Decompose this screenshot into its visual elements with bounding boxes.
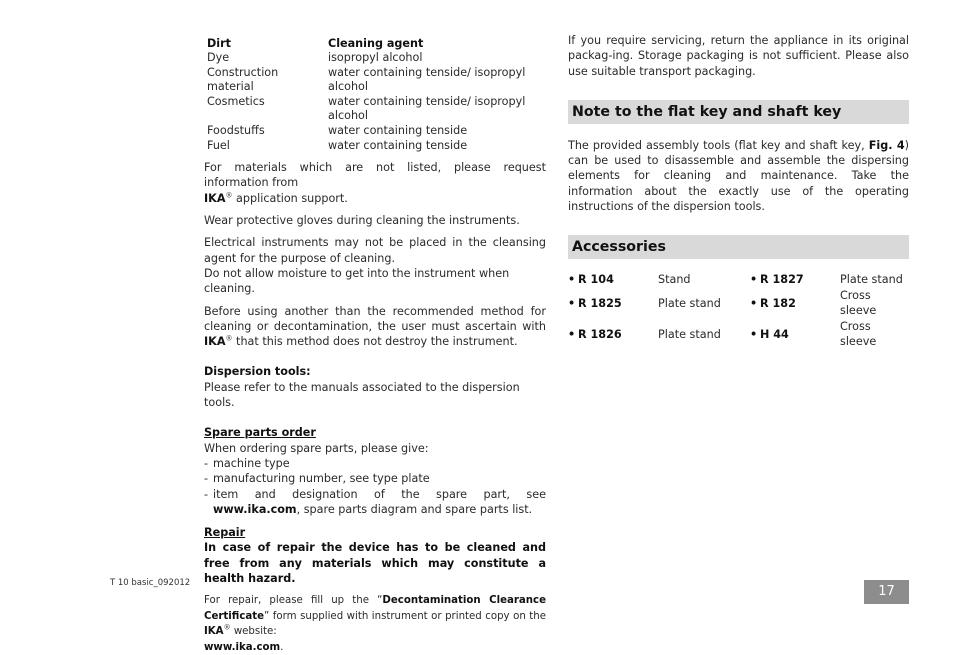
table-row [568, 272, 909, 288]
repair-instructions: For repair, please fill up the “Decontamination Clearance Certificate” form supplied with instrument or printed copy on the IKA® website: www.ika.com. [204, 595, 546, 653]
table-header-row [207, 36, 546, 51]
table-row [207, 124, 546, 139]
cleaning-agent-table [207, 36, 546, 153]
right-column [568, 33, 909, 350]
accessory-description: Plate stand [658, 296, 721, 310]
ika-website-link[interactable]: www.ika.com [213, 502, 297, 516]
header-dirt: Dirt [207, 37, 231, 50]
bullet-icon: • [568, 273, 576, 287]
accessory-description: Cross sleeve [840, 288, 877, 318]
repair-heading: Repair [204, 526, 246, 540]
ika-brand: IKA [204, 191, 226, 205]
table-row [568, 319, 909, 350]
agent-cell: isopropyl alcohol [328, 51, 423, 64]
unlisted-materials-note: For materials which are not listed, please request information from IKA® application support. [204, 161, 546, 205]
dispersion-tools-heading: Dispersion tools: [204, 365, 311, 379]
dirt-cell: Dye [207, 51, 230, 64]
bullet-icon: • [750, 296, 758, 310]
ika-brand: IKA [204, 335, 226, 349]
accessory-description: Cross sleeve [840, 319, 877, 349]
spare-parts-heading: Spare parts order [204, 426, 316, 440]
dispersion-tools-text: Please refer to the manuals associated to the dispersion tools. [204, 380, 520, 410]
left-column [204, 36, 546, 655]
accessory-code: • R 182 [750, 296, 796, 310]
ika-brand: IKA [204, 626, 224, 638]
dirt-cell: Foodstuffs [207, 123, 265, 137]
table-row [568, 288, 909, 319]
accessories-table [568, 272, 909, 350]
bullet-icon: • [750, 273, 758, 287]
header-cleaning-agent: Cleaning agent [328, 37, 424, 50]
flat-key-heading: Note to the flat key and shaft key [568, 100, 909, 124]
spare-parts-intro: When ordering spare parts, please give: [204, 441, 429, 455]
servicing-note: If you require servicing, return the appliance in its original packag-ing. Storage packaging is not sufficient. Please also use suitable transport packaging. [568, 34, 909, 78]
bullet-icon: • [568, 327, 576, 341]
gloves-note: Wear protective gloves during cleaning the instruments. [204, 214, 520, 228]
accessories-heading: Accessories [568, 235, 909, 259]
agent-cell: water containing tenside/ isopropyl alcohol [328, 94, 526, 123]
document-code: T 10 basic_092012 [110, 578, 191, 588]
alternative-method-note: Before using another than the recommended method for cleaning or decontamination, the user must ascertain with IKA® that this method does not destroy the instrument. [204, 304, 546, 349]
flat-key-text: The provided assembly tools (flat key and shaft key, Fig. 4) can be used to disassemble and assemble the dispersing elements for cleaning and maintenance. Take the information about the exactly use of the operating instructions of the dispersion tools. [568, 138, 909, 214]
table-row [207, 51, 546, 66]
list-item: - manufacturing number, see type plate [204, 471, 546, 486]
accessory-description: Plate stand [658, 327, 721, 341]
dirt-cell: Construction material [207, 65, 279, 94]
bullet-icon: • [750, 327, 758, 341]
accessory-description: Plate stand [840, 273, 903, 287]
accessory-code: • R 1827 [750, 273, 804, 287]
agent-cell: water containing tenside/ isopropyl alcohol [328, 65, 526, 94]
dirt-cell: Fuel [207, 138, 230, 152]
page-number: 17 [864, 580, 909, 604]
ika-website-link[interactable]: www.ika.com [204, 641, 281, 653]
list-item: - item and designation of the spare part, see www.ika.com, spare parts diagram and spare parts list. [204, 487, 546, 518]
accessory-code: • R 104 [568, 273, 614, 287]
agent-cell: water containing tenside [328, 123, 468, 137]
moisture-warning: Do not allow moisture to get into the instrument when cleaning. [204, 266, 510, 296]
table-row [207, 139, 546, 154]
table-row [207, 95, 546, 124]
spare-parts-list [204, 456, 546, 517]
accessory-code: • R 1826 [568, 327, 622, 341]
list-item: - machine type [204, 456, 546, 471]
cleansing-agent-warning: Electrical instruments may not be placed in the cleansing agent for the purpose of cleaning. [204, 236, 546, 265]
dirt-cell: Cosmetics [207, 94, 265, 108]
certificate-name: Decontamination Clearance Certificate [204, 595, 546, 622]
accessory-description: Stand [658, 273, 691, 287]
bullet-icon: • [568, 296, 576, 310]
accessory-code: • H 44 [750, 327, 789, 341]
repair-warning: In case of repair the device has to be cleaned and free from any materials which may constitute a health hazard. [204, 541, 546, 585]
figure-reference: Fig. 4 [868, 138, 905, 152]
agent-cell: water containing tenside [328, 138, 468, 152]
table-row [207, 66, 546, 95]
accessory-code: • R 1825 [568, 296, 622, 310]
